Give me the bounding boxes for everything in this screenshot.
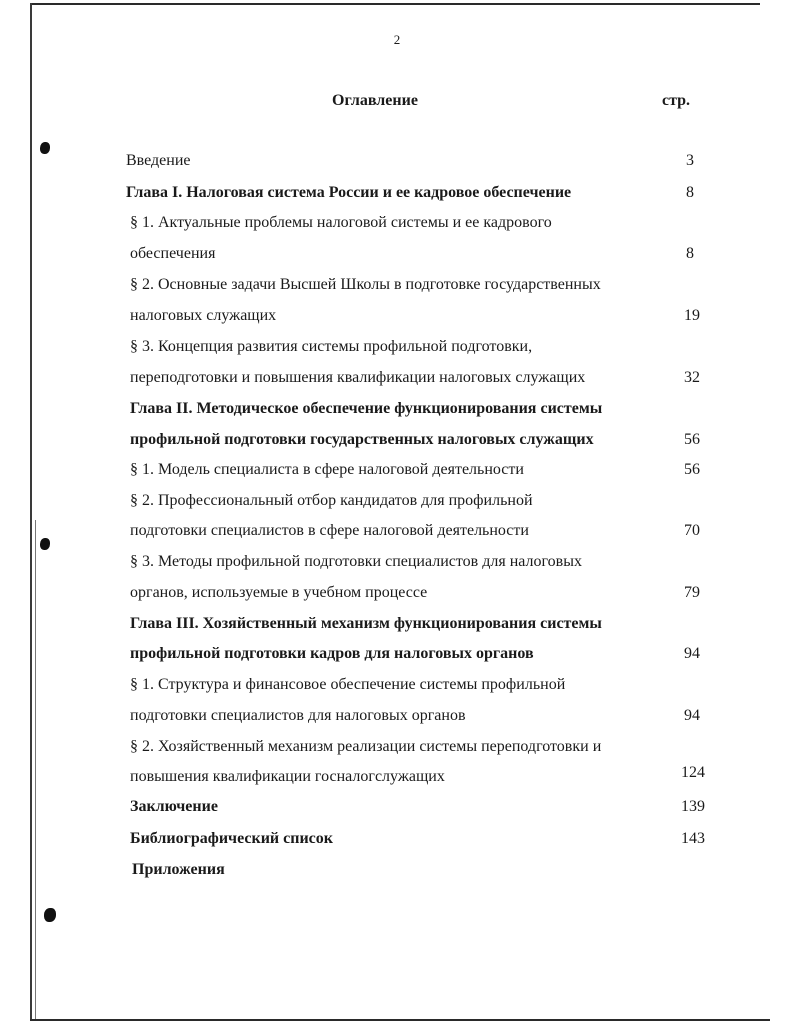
toc-entry-page: 3 [686, 152, 694, 169]
toc-entry-text: повышения квалификации госналогслужащих [130, 768, 445, 785]
scan-border-left-inner [35, 520, 36, 1020]
toc-entry-text: профильной подготовки кадров для налоговых органов [130, 645, 534, 662]
toc-entry-text: § 1. Актуальные проблемы налоговой системы и ее кадрового [130, 214, 552, 231]
toc-entry-text: подготовки специалистов для налоговых органов [130, 707, 466, 724]
toc-entry-page: 79 [684, 584, 700, 601]
toc-entry-text: органов, используемые в учебном процессе [130, 584, 428, 601]
page-number: 2 [393, 32, 401, 47]
toc-page-column-header: стр. [662, 92, 691, 109]
toc-entry-text: § 1. Структура и финансовое обеспечение системы профильной [130, 676, 566, 693]
toc-entry-page: 94 [684, 707, 700, 724]
toc-entry-text: Глава II. Методическое обеспечение функционирования системы [130, 400, 603, 417]
toc-entry-page: 70 [684, 522, 700, 539]
toc-entry-page: 143 [681, 830, 705, 847]
toc-entry-page: 19 [684, 307, 700, 324]
toc-entry-text: § 2. Основные задачи Высшей Школы в подготовке государственных [130, 276, 601, 293]
toc-entry-text: обеспечения [130, 245, 216, 262]
toc-entry-text: § 2. Хозяйственный механизм реализации системы переподготовки и [130, 738, 602, 755]
toc-entry-text: Глава I. Налоговая система России и ее кадровое обеспечение [126, 184, 572, 201]
toc-entry-text: Введение [126, 152, 191, 169]
toc-entry-page: 56 [684, 461, 700, 478]
toc-entry-text: § 3. Концепция развития системы профильной подготовки, [130, 338, 533, 355]
toc-entry-text: подготовки специалистов в сфере налоговой деятельности [130, 522, 529, 539]
toc-entry-text: § 1. Модель специалиста в сфере налоговой деятельности [130, 461, 524, 478]
punch-hole-mark [44, 908, 56, 922]
toc-entry-text: Библиографический список [130, 830, 333, 847]
toc-entry-page: 32 [684, 369, 700, 386]
toc-entry-text: Глава III. Хозяйственный механизм функционирования системы [130, 615, 602, 632]
scan-border-bottom [30, 1019, 770, 1021]
toc-entry-text: § 3. Методы профильной подготовки специалистов для налоговых [130, 553, 582, 570]
toc-entry-text: Приложения [132, 861, 225, 878]
toc-entry-page: 124 [681, 764, 705, 781]
toc-entry-text: налоговых служащих [130, 307, 277, 324]
toc-entry-page: 94 [684, 645, 700, 662]
toc-entry-text: переподготовки и повышения квалификации налоговых служащих [130, 369, 586, 386]
punch-hole-mark [40, 538, 50, 550]
toc-entry-text: Заключение [130, 798, 218, 815]
punch-hole-mark [40, 142, 50, 154]
toc-title: Оглавление [332, 92, 418, 109]
toc-entry-page: 8 [686, 245, 694, 262]
toc-entry-page: 56 [684, 431, 700, 448]
toc-entry-page: 139 [681, 798, 705, 815]
toc-entry-text: § 2. Профессиональный отбор кандидатов для профильной [130, 492, 533, 509]
toc-entry-text: профильной подготовки государственных налоговых служащих [130, 431, 594, 448]
toc-entry-page: 8 [686, 184, 694, 201]
scan-border-top [30, 3, 760, 5]
scan-border-left [30, 3, 32, 1021]
